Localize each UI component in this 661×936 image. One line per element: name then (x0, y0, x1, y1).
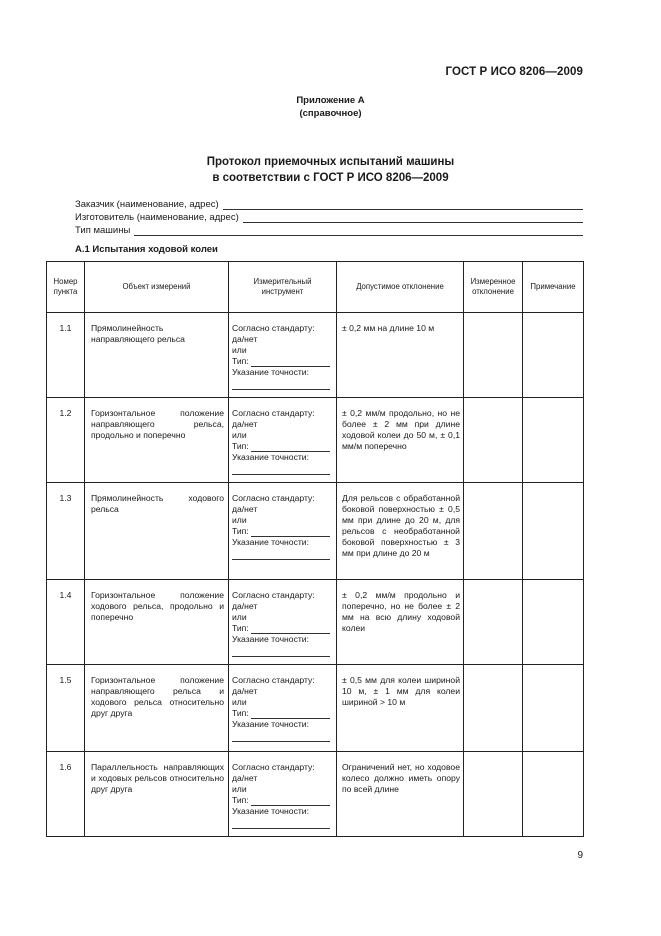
acceptance-test-table (46, 261, 584, 837)
row-instrument[interactable]: Согласно стандарту: да/нет или Тип: Указание точности: (229, 752, 337, 837)
row-measured-cell[interactable] (464, 483, 523, 580)
row-number: 1.1 (47, 313, 85, 398)
row-note-cell[interactable] (523, 313, 584, 398)
row-tolerance: ± 0,2 мм/м продольно, но не более ± 2 мм при длине ходовой колеи до 50 м, ± 0,1 мм/м поперечно (337, 398, 464, 483)
row-number: 1.5 (47, 665, 85, 752)
header-measured: Измеренное отклонение (464, 262, 523, 313)
header-tolerance: Допустимое отклонение (337, 262, 464, 313)
row-number: 1.4 (47, 580, 85, 665)
protocol-title: Протокол приемочных испытаний машины (206, 156, 455, 168)
table-row (47, 580, 584, 665)
row-note-cell[interactable] (523, 752, 584, 837)
standard-number: ГОСТ Р ИСО 8206—2009 (445, 66, 583, 78)
table-row (47, 313, 584, 398)
page-number: 9 (577, 850, 583, 861)
table-header-row (47, 262, 584, 313)
row-object: Параллельность направляющих и ходовых рельсов относительно друг друга (85, 752, 229, 837)
row-instrument[interactable]: Согласно стандарту: да/нет или Тип: Указание точности: (229, 580, 337, 665)
row-tolerance: Для рельсов с обработанной боковой поверхностью ± 0,5 мм при длине до 20 м, для рельсов с необработанной боковой поверхностью ± 3 мм при длине до 20 м (337, 483, 464, 580)
header-number: Номер пункта (47, 262, 85, 313)
row-object: Горизонтальное положение ходового рельса, продольно и поперечно (85, 580, 229, 665)
machine-type-field[interactable] (75, 225, 583, 236)
protocol-subtitle: в соответствии с ГОСТ Р ИСО 8206—2009 (212, 172, 449, 184)
row-number: 1.2 (47, 398, 85, 483)
row-note-cell[interactable] (523, 665, 584, 752)
row-instrument[interactable]: Согласно стандарту: да/нет или Тип: Указание точности: (229, 313, 337, 398)
manufacturer-label: Изготовитель (наименование, адрес) (75, 212, 239, 223)
row-measured-cell[interactable] (464, 398, 523, 483)
row-tolerance: Ограничений нет, но ходовое колесо должно иметь опору по всей длине (337, 752, 464, 837)
section-title: А.1 Испытания ходовой колеи (75, 244, 218, 255)
header-object: Объект измерений (85, 262, 229, 313)
row-instrument[interactable]: Согласно стандарту: да/нет или Тип: Указание точности: (229, 665, 337, 752)
row-note-cell[interactable] (523, 580, 584, 665)
customer-field[interactable] (75, 199, 583, 210)
appendix-title: Приложение А (296, 95, 365, 106)
row-tolerance: ± 0,5 мм для колеи шириной 10 м, ± 1 мм для колеи шириной > 10 м (337, 665, 464, 752)
row-object: Горизонтальное положение направляющего рельса и ходового рельса относительно друг друга (85, 665, 229, 752)
row-note-cell[interactable] (523, 398, 584, 483)
row-instrument[interactable]: Согласно стандарту: да/нет или Тип: Указание точности: (229, 398, 337, 483)
table-row (47, 398, 584, 483)
manufacturer-field[interactable] (75, 212, 583, 223)
row-measured-cell[interactable] (464, 580, 523, 665)
table-row (47, 752, 584, 837)
row-measured-cell[interactable] (464, 313, 523, 398)
row-number: 1.3 (47, 483, 85, 580)
table-row (47, 483, 584, 580)
row-object: Горизонтальное положение направляющего рельса, продольно и поперечно (85, 398, 229, 483)
row-measured-cell[interactable] (464, 665, 523, 752)
row-note-cell[interactable] (523, 483, 584, 580)
row-object: Прямолинейность ходового рельса (85, 483, 229, 580)
header-note: Примечание (523, 262, 584, 313)
row-number: 1.6 (47, 752, 85, 837)
table-row (47, 665, 584, 752)
row-object: Прямолинейность направляющего рельса (85, 313, 229, 398)
row-tolerance: ± 0,2 мм на длине 10 м (337, 313, 464, 398)
row-instrument[interactable]: Согласно стандарту: да/нет или Тип: Указание точности: (229, 483, 337, 580)
appendix-subtitle: (справочное) (299, 108, 362, 119)
customer-label: Заказчик (наименование, адрес) (75, 199, 219, 210)
row-measured-cell[interactable] (464, 752, 523, 837)
row-tolerance: ± 0,2 мм/м продольно и поперечно, но не более ± 2 мм на всю длину ходовой колеи (337, 580, 464, 665)
header-instrument: Измерительный инструмент (229, 262, 337, 313)
machine-type-label: Тип машины (75, 225, 131, 236)
